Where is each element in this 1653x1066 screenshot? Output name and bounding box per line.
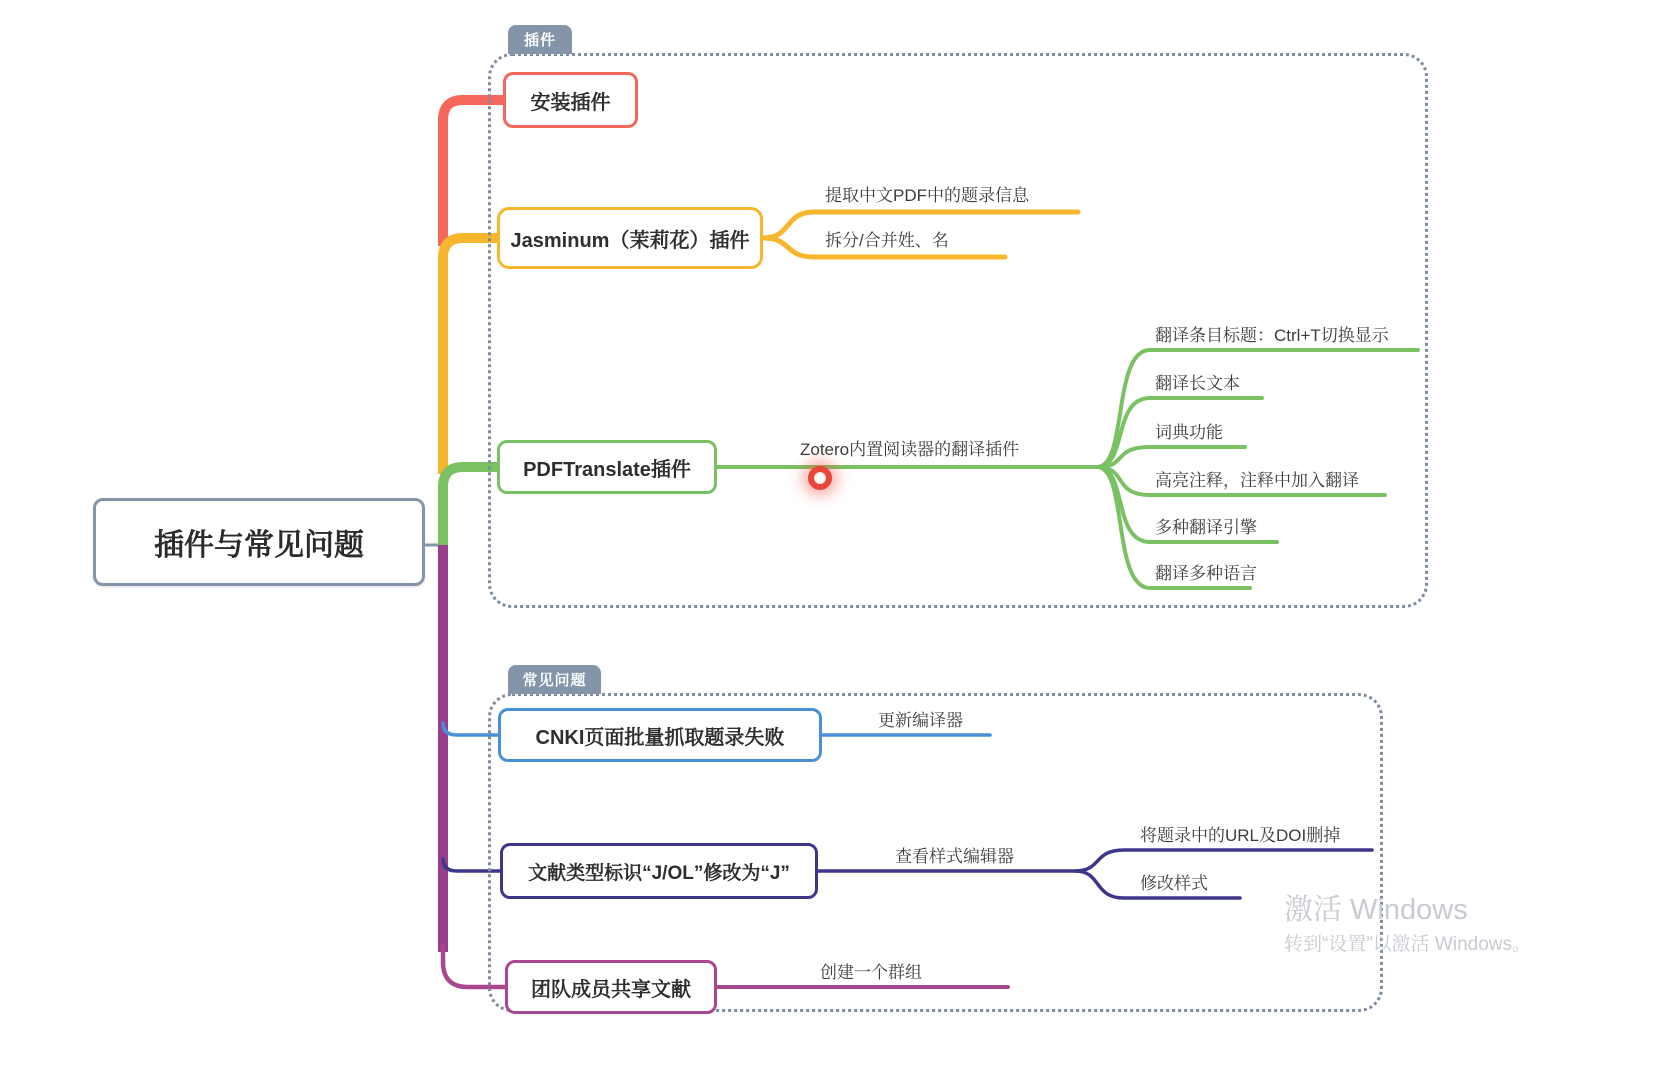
subtopic-update-translator[interactable]: 更新编译器: [878, 711, 963, 730]
subtopic-split-merge-names[interactable]: 拆分/合并姓、名: [825, 231, 949, 250]
group-tab-faq[interactable]: 常见问题: [508, 665, 601, 694]
group-tab-plugins[interactable]: 插件: [508, 25, 572, 54]
topic-doctype-jol-to-j[interactable]: 文献类型标识“J/OL”修改为“J”: [500, 843, 818, 899]
topic-pdftranslate-plugin[interactable]: PDFTranslate插件: [497, 440, 717, 494]
click-indicator-icon: [808, 466, 832, 490]
subtopic-open-style-editor[interactable]: 查看样式编辑器: [895, 847, 1014, 866]
subtopic-delete-url-doi[interactable]: 将题录中的URL及DOI删掉: [1140, 826, 1341, 845]
subtopic-highlight-annotation-translation[interactable]: 高亮注释，注释中加入翻译: [1155, 471, 1359, 490]
topic-jasminum-plugin[interactable]: Jasminum（茉莉花）插件: [497, 207, 763, 269]
topic-install-plugin[interactable]: 安装插件: [503, 72, 638, 128]
subtopic-translate-multiple-languages[interactable]: 翻译多种语言: [1155, 564, 1257, 583]
watermark-line-2: 转到“设置”以激活 Windows。: [1284, 934, 1532, 955]
subtopic-create-a-group[interactable]: 创建一个群组: [820, 963, 922, 982]
subtopic-modify-style[interactable]: 修改样式: [1140, 874, 1208, 893]
root-topic[interactable]: 插件与常见问题: [93, 498, 425, 586]
subtopic-dictionary-feature[interactable]: 词典功能: [1155, 423, 1223, 442]
subtopic-translate-long-text[interactable]: 翻译长文本: [1155, 374, 1240, 393]
subtopic-translate-item-title[interactable]: 翻译条目标题：Ctrl+T切换显示: [1155, 326, 1389, 345]
subtopic-zotero-builtin-reader-translator[interactable]: Zotero内置阅读器的翻译插件: [800, 440, 1020, 459]
topic-team-share-library[interactable]: 团队成员共享文献: [505, 960, 717, 1014]
watermark-line-1: 激活 Windows: [1284, 894, 1468, 926]
subtopic-extract-chinese-pdf-metadata[interactable]: 提取中文PDF中的题录信息: [825, 186, 1029, 205]
windows-activation-watermark: [1284, 893, 1531, 957]
topic-cnki-batch-capture-failure[interactable]: CNKI页面批量抓取题录失败: [498, 708, 822, 762]
subtopic-multiple-translation-engines[interactable]: 多种翻译引擎: [1155, 518, 1257, 537]
